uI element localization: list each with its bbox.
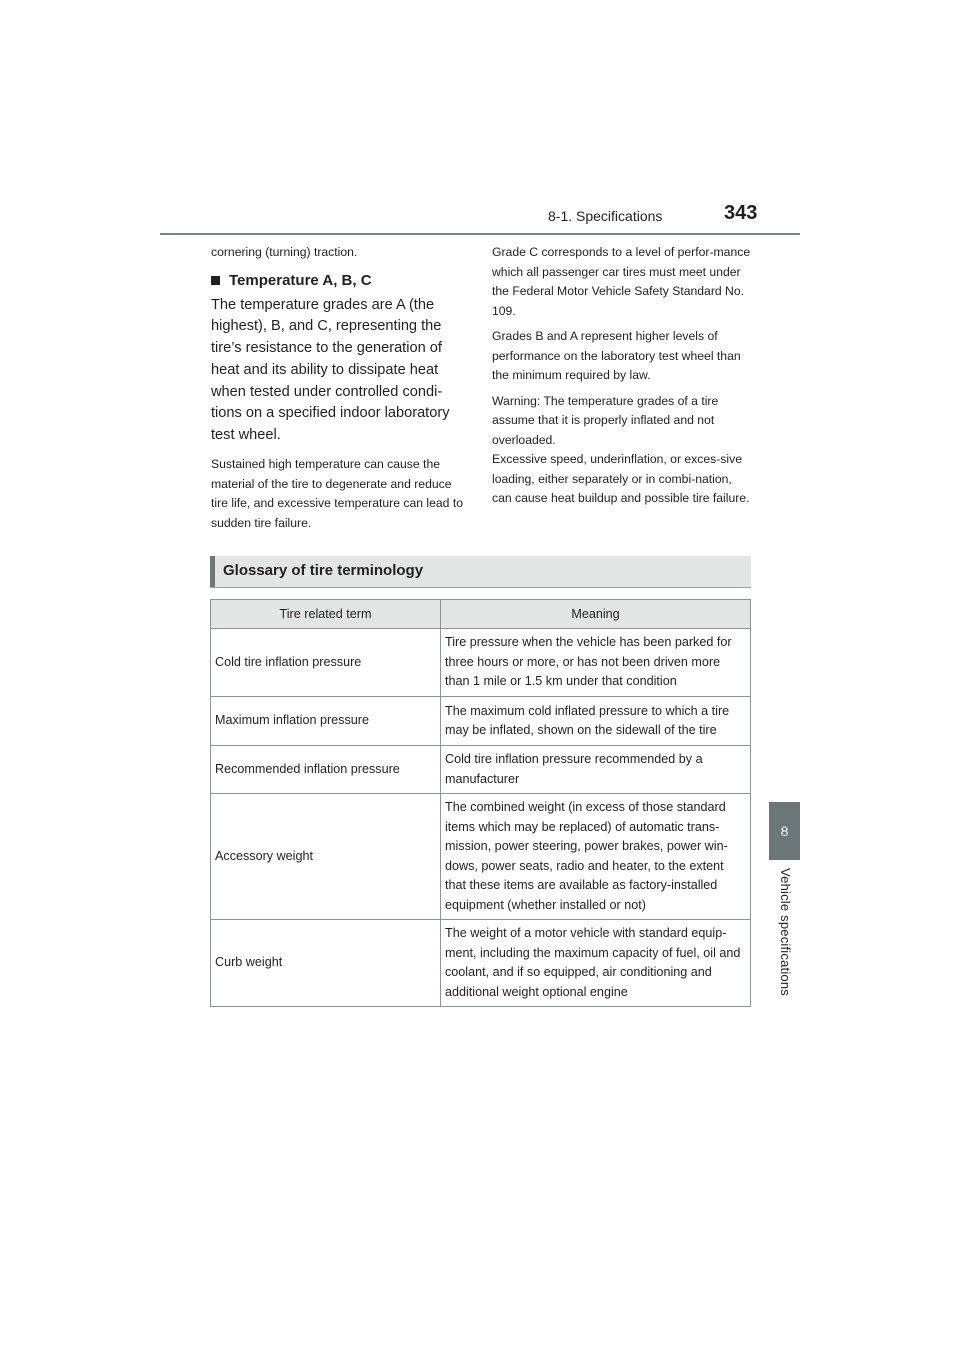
- grade-c-text: Grade C corresponds to a level of perfor-mance which all passenger car tires must meet under the Federal Motor Vehicle Safety Standard No. 109.: [492, 245, 751, 318]
- term-cell: Accessory weight: [211, 794, 441, 920]
- meaning-cell: The maximum cold inflated pressure to which a tire may be inflated, shown on the sidewall of the tire: [441, 697, 751, 746]
- continued-text: cornering (turning) traction.: [211, 245, 358, 259]
- glossary-table: [210, 599, 751, 1007]
- header-divider: [160, 233, 800, 235]
- meaning-cell: Tire pressure when the vehicle has been parked for three hours or more, or has not been driven more than 1 mile or 1.5 km under that condition: [441, 629, 751, 697]
- meaning-cell: The weight of a motor vehicle with standard equip-ment, including the maximum capacity of fuel, oil and coolant, and if so equipped, air conditioning and additional weight optional engine: [441, 920, 751, 1007]
- table-row: [211, 794, 751, 920]
- warning-text: Warning: The temperature grades of a tire assume that it is properly inflated and not overloaded.: [492, 393, 719, 447]
- table-row: [211, 697, 751, 746]
- temperature-note: Sustained high temperature can cause the material of the tire to degenerate and reduce tire life, and excessive temperature can lead to sudden tire failure.: [211, 457, 464, 530]
- heading-accent: [210, 556, 215, 587]
- meaning-cell: The combined weight (in excess of those standard items which may be replaced) of automatic trans-mission, power steering, power brakes, power win-dows, power seats, radio and heater, to the extent that these items are available as factory-installed equipment (whether installed or not): [441, 794, 751, 920]
- term-cell: Recommended inflation pressure: [211, 746, 441, 794]
- table-row: [211, 920, 751, 1007]
- square-bullet-icon: [211, 276, 220, 285]
- subheading-text: Temperature A, B, C: [229, 271, 372, 289]
- column-header-term: Tire related term: [211, 600, 441, 629]
- glossary-title: Glossary of tire terminology: [223, 562, 424, 579]
- grade-ab-text: Grades B and A represent higher levels of performance on the laboratory test wheel than the minimum required by law.: [492, 329, 741, 382]
- column-header-meaning: Meaning: [441, 600, 751, 629]
- term-cell: Curb weight: [211, 920, 441, 1007]
- page-number: 343: [724, 202, 758, 224]
- table-row: [211, 746, 751, 794]
- chapter-label: Vehicle specifications: [778, 868, 793, 996]
- chapter-tab[interactable]: [769, 802, 800, 860]
- chapter-number: 8: [780, 823, 789, 839]
- glossary-heading-bar: [210, 556, 751, 588]
- right-column: [492, 243, 752, 509]
- table-header-row: [211, 600, 751, 629]
- warning-text-cont: Excessive speed, underinflation, or exces-sive loading, either separately or in combi-nation, can cause heat buildup and possible tire failure.: [492, 452, 750, 505]
- subheading: [211, 272, 469, 289]
- meaning-cell: Cold tire inflation pressure recommended by a manufacturer: [441, 746, 751, 794]
- section-title: 8-1. Specifications: [548, 208, 663, 224]
- table-row: [211, 629, 751, 697]
- temperature-body: The temperature grades are A (the highest), B, and C, representing the tire’s resistance to the generation of heat and its ability to dissipate heat when tested under controlled condi-tions on a specified indoor laboratory test wheel.: [211, 296, 450, 444]
- term-cell: Cold tire inflation pressure: [211, 629, 441, 697]
- left-column: [211, 243, 469, 533]
- term-cell: Maximum inflation pressure: [211, 697, 441, 746]
